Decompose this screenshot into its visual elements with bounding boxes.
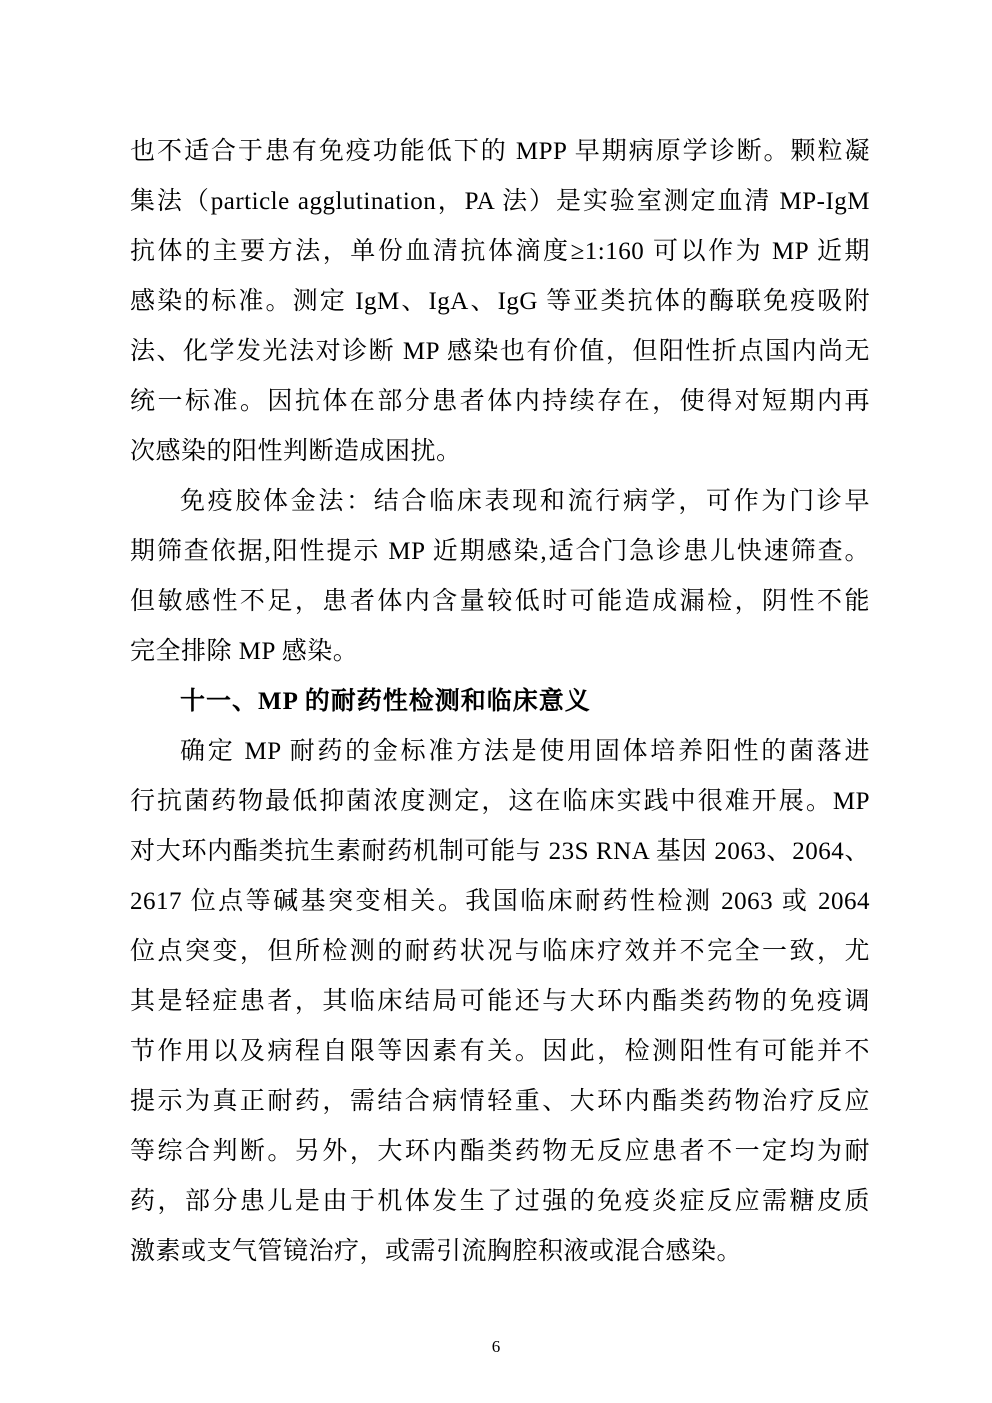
text-line: 完全排除 MP 感染。 (130, 638, 359, 665)
text-line: 免疫胶体金法：结合临床表现和流行病学，可作为门诊早 (180, 488, 870, 515)
text-line: 集法（particle agglutination，PA 法）是实验室测定血清 MP-IgM (130, 188, 870, 215)
text-line: 药，部分患儿是由于机体发生了过强的免疫炎症反应需糖皮质 (130, 1188, 870, 1215)
text-line: 法、化学发光法对诊断 MP 感染也有价值，但阳性折点国内尚无 (130, 338, 870, 365)
text-line: 行抗菌药物最低抑菌浓度测定，这在临床实践中很难开展。MP (130, 788, 870, 815)
text-line: 2617 位点等碱基突变相关。我国临床耐药性检测 2063 或 2064 (130, 888, 870, 915)
text-line: 激素或支气管镜治疗，或需引流胸腔积液或混合感染。 (130, 1238, 743, 1265)
text-line: 其是轻症患者，其临床结局可能还与大环内酯类药物的免疫调 (130, 988, 870, 1015)
text-line: 统一标准。因抗体在部分患者体内持续存在，使得对短期内再 (130, 388, 870, 415)
text-line: 等综合判断。另外，大环内酯类药物无反应患者不一定均为耐 (130, 1138, 870, 1165)
text-line: 提示为真正耐药，需结合病情轻重、大环内酯类药物治疗反应 (130, 1088, 870, 1115)
page-number: 6 (491, 1337, 501, 1356)
text-line: 位点突变，但所检测的耐药状况与临床疗效并不完全一致，尤 (130, 938, 870, 965)
text-line: 节作用以及病程自限等因素有关。因此，检测阳性有可能并不 (130, 1038, 870, 1065)
text-line: 期筛查依据,阳性提示 MP 近期感染,适合门急诊患儿快速筛查。 (130, 538, 870, 565)
text-line: 次感染的阳性判断造成困扰。 (130, 438, 462, 465)
text-line: 也不适合于患有免疫功能低下的 MPP 早期病原学诊断。颗粒凝 (130, 138, 870, 165)
document-body (130, 127, 870, 1277)
section-heading: 十一、MP 的耐药性检测和临床意义 (180, 688, 591, 715)
text-line: 但敏感性不足，患者体内含量较低时可能造成漏检，阴性不能 (130, 588, 870, 615)
text-line: 对大环内酯类抗生素耐药机制可能与 23S RNA 基因 2063、2064、 (130, 838, 870, 865)
text-line: 确定 MP 耐药的金标准方法是使用固体培养阳性的菌落进 (180, 738, 870, 765)
text-line: 感染的标准。测定 IgM、IgA、IgG 等亚类抗体的酶联免疫吸附 (130, 288, 870, 315)
text-line: 抗体的主要方法，单份血清抗体滴度≥1:160 可以作为 MP 近期 (130, 238, 870, 265)
